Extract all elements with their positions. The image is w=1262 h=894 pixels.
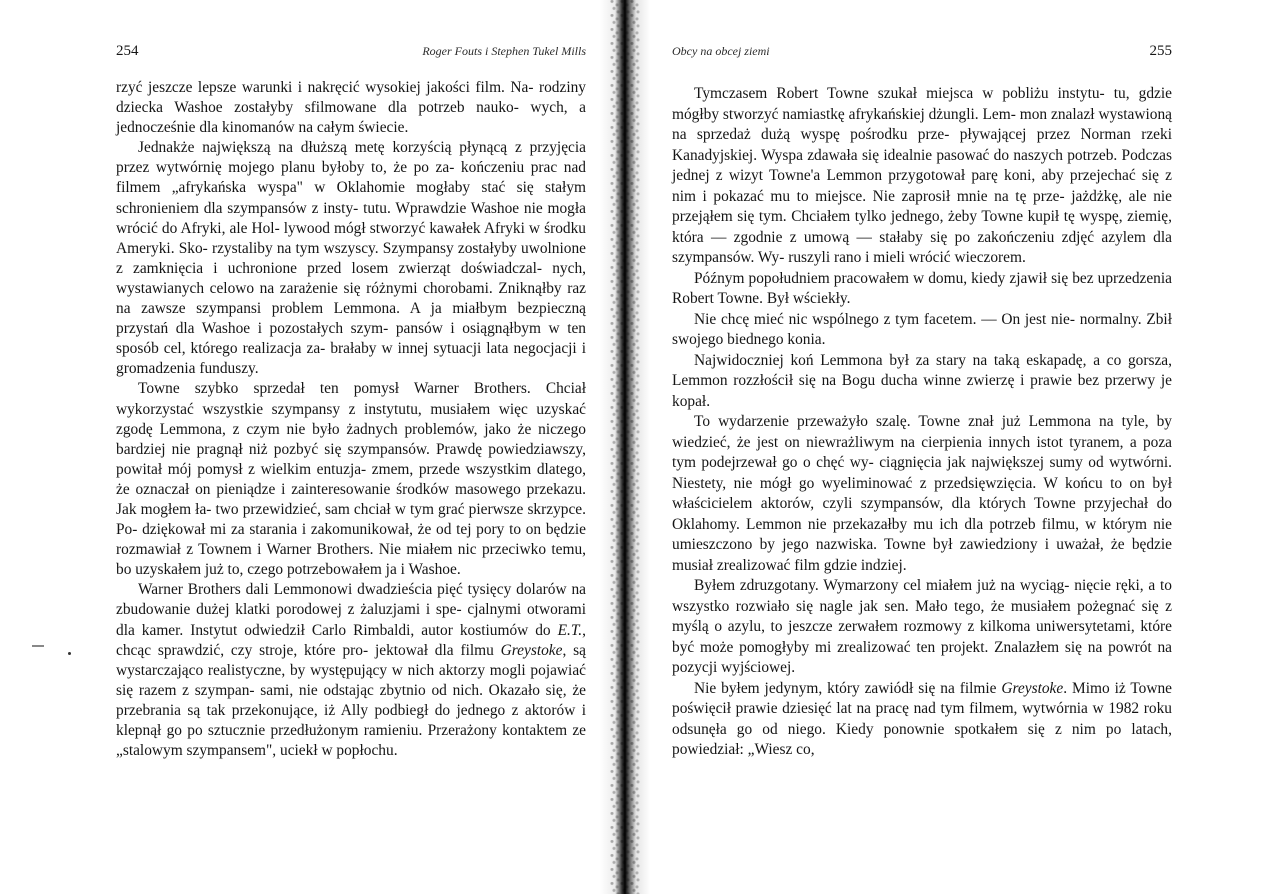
left-page (0, 0, 612, 894)
right-paragraph: Najwidoczniej koń Lemmona był za stary na taką eskapadę, a co gorsza, Lemmon rozzłościł się na Bogu ducha winne zwierzę i prawie bez przerwy je kopał. (672, 351, 1172, 410)
right-page-number: 255 (1149, 43, 1172, 59)
left-running-title: Roger Fouts i Stephen Tukel Mills (422, 44, 586, 58)
left-page-number: 254 (116, 43, 139, 59)
margin-mark (32, 645, 44, 647)
margin-dot (68, 652, 71, 655)
right-running-title: Obcy na obcej ziemi (672, 44, 770, 58)
right-running-head (672, 43, 1172, 65)
right-paragraph: Późnym popołudniem pracowałem w domu, kiedy zjawił się bez uprzedzenia Robert Towne. Był wściekły. (672, 269, 1172, 307)
gutter-speckle (610, 0, 640, 894)
right-paragraph: Byłem zdruzgotany. Wymarzony cel miałem już na wyciąg- nięcie ręki, a to wszystko rozwiało się nagle jak sen. Mało tego, że musiałem pożegnać się z myślą o azylu, to jeszcze zerwałem rozmowy z kilkoma uniwersytetami, które być może pomogłyby mi zrealizować ten projekt. Znalazłem się na powrót na pozycji wyjściowej. (672, 577, 1172, 676)
left-paragraph: Warner Brothers dali Lemmonowi dwadzieścia pięć tysięcy dolarów na zbudowanie dużej klatki porodowej z żaluzjami i spe- cjalnymi otworami dla kamer. Instytut odwiedził Carlo Rimbaldi, autor kostiumów do E.T., chcąc sprawdzić, czy stroje, które pro- jektował dla filmu Greystoke, są wystarczająco realistyczne, by występujący w nich aktorzy mogli pojawiać się razem z szympan- sami, nie odstając zbytnio od nich. Okazało się, że przebrania są tak przekonujące, iż Ally podbiegł do jednego z aktorów i klepnął go po sztucznie przedłużonym ramieniu. Przerażony kontaktem ze „stalowym szympansem", uciekł w popłochu. (116, 581, 586, 760)
right-body-text (672, 84, 1172, 761)
right-paragraph: Tymczasem Robert Towne szukał miejsca w pobliżu instytu- tu, gdzie mógłby stworzyć namiastkę afrykańskiej dżungli. Lem- mon znalazł wystawioną na sprzedaż dużą wyspę pośrodku prze- pływającej przez Norman rzeki Kanadyjskiej. Wyspa zdawała się idealnie pasować do naszych potrzeb. Podczas jednej z wizyt Towne'a Lemmon przygotował parę koni, aby przejechać się z nim i pokazać mu to miejsce. Nie zaprosił mnie na tę prze- jażdżkę, ale nie przejąłem się tym. Chciałem tylko jednego, żeby Towne kupił tę wyspę, ziemię, która — zgodnie z umową — stałaby się po zakończeniu zdjęć azylem dla szympansów. Wy- ruszyli rano i mieli wrócić wieczorem. (672, 85, 1173, 266)
left-paragraph: rzyć jeszcze lepsze warunki i nakręcić wysokiej jakości film. Na- rodziny dziecka Washoe zostałyby sfilmowane dla potrzeb nauko- wych, a jednocześnie dla kinomanów na całym świecie. (116, 79, 586, 137)
left-paragraph: Jednakże największą na dłuższą metę korzyścią płynącą z przyjęcia przez wytwórnię mojego planu byłoby to, że po za- kończeniu prac nad filmem „afrykańska wyspa" w Oklahomie mogłaby stać się stałym schronieniem dla szympansów z insty- tutu. Wprawdzie Washoe nie mogła wrócić do Afryki, ale Hol- lywood mógł stworzyć kawałek Afryki w środku Ameryki. Sko- rzystaliby na tym wszyscy. Szympansy zostałyby uwolnione z zamknięcia i uchronione przed losem zwierząt doświadczal- nych, wystawianych celowo na zarażenie się różnymi chorobami. Zniknąłby raz na zawsze szympansi problem Lemmona. A ja miałbym bezpieczną przystań dla Washoe i pozostałych szym- pansów i osiągnąłbym w ten sposób cel, którego realizacja za- brałaby w innej sytuacji lata negocjacji i gromadzenia funduszy. (116, 139, 586, 378)
right-paragraph: Nie chcę mieć nic wspólnego z tym facetem. — On jest nie- normalny. Zbił swojego biednego konia. (672, 310, 1172, 348)
left-running-head (116, 43, 586, 65)
right-paragraph: Nie byłem jedynym, który zawiódł się na filmie Greystoke. Mimo iż Towne poświęcił prawie dziesięć lat na pracę nad tym filmem, wytwórnia w 1982 roku odsunęła go od niego. Kiedy ponownie spotkałem się z nim po latach, powiedział: „Wiesz co, (672, 679, 1172, 758)
right-paragraph: To wydarzenie przeważyło szalę. Towne znał już Lemmona na tyle, by wiedzieć, że jest on niewrażliwym na cierpienia innych istot tyranem, a poza tym podejrzewał go o chęć wy- ciągnięcia jak największej sumy od wytwórni. Niestety, nie mógł go wyeliminować z przedsięwzięcia. W końcu to on był właścicielem aktorów, czyli szympansów, dla których Towne przyjechał do Oklahomy. Lemmon nie przekazałby mu ich dla potrzeb filmu, w którym nie umieszczono by jego nazwiska. Towne był zawiedziony i uważał, że będzie musiał zrealizować film gdzie indziej. (672, 413, 1173, 574)
left-paragraph: Towne szybko sprzedał ten pomysł Warner Brothers. Chciał wykorzystać wszystkie szympansy z instytutu, musiałem więc uzyskać zgodę Lemmona, z czym nie było żadnych problemów, jako że niczego bardziej nie pragnął niż pozbyć się szympansów. Prawdę powiedziawszy, powitał mój pomysł z wielkim entuzja- zmem, przede wszystkim dlatego, że oznaczał on pieniądze i zainteresowanie środków masowego przekazu. Jak mogłem ła- two przewidzieć, sam chciał w tym grać pierwsze skrzypce. Po- dziękował mi za starania i zakomunikował, że od tej pory to on będzie rozmawiał z Townem i Warner Brothers. Nie miałem nic przeciwko temu, bo uzyskałem już to, czego potrzebowałem ja i Washoe. (116, 380, 586, 579)
left-body-text (116, 78, 586, 761)
right-page (650, 0, 1262, 894)
